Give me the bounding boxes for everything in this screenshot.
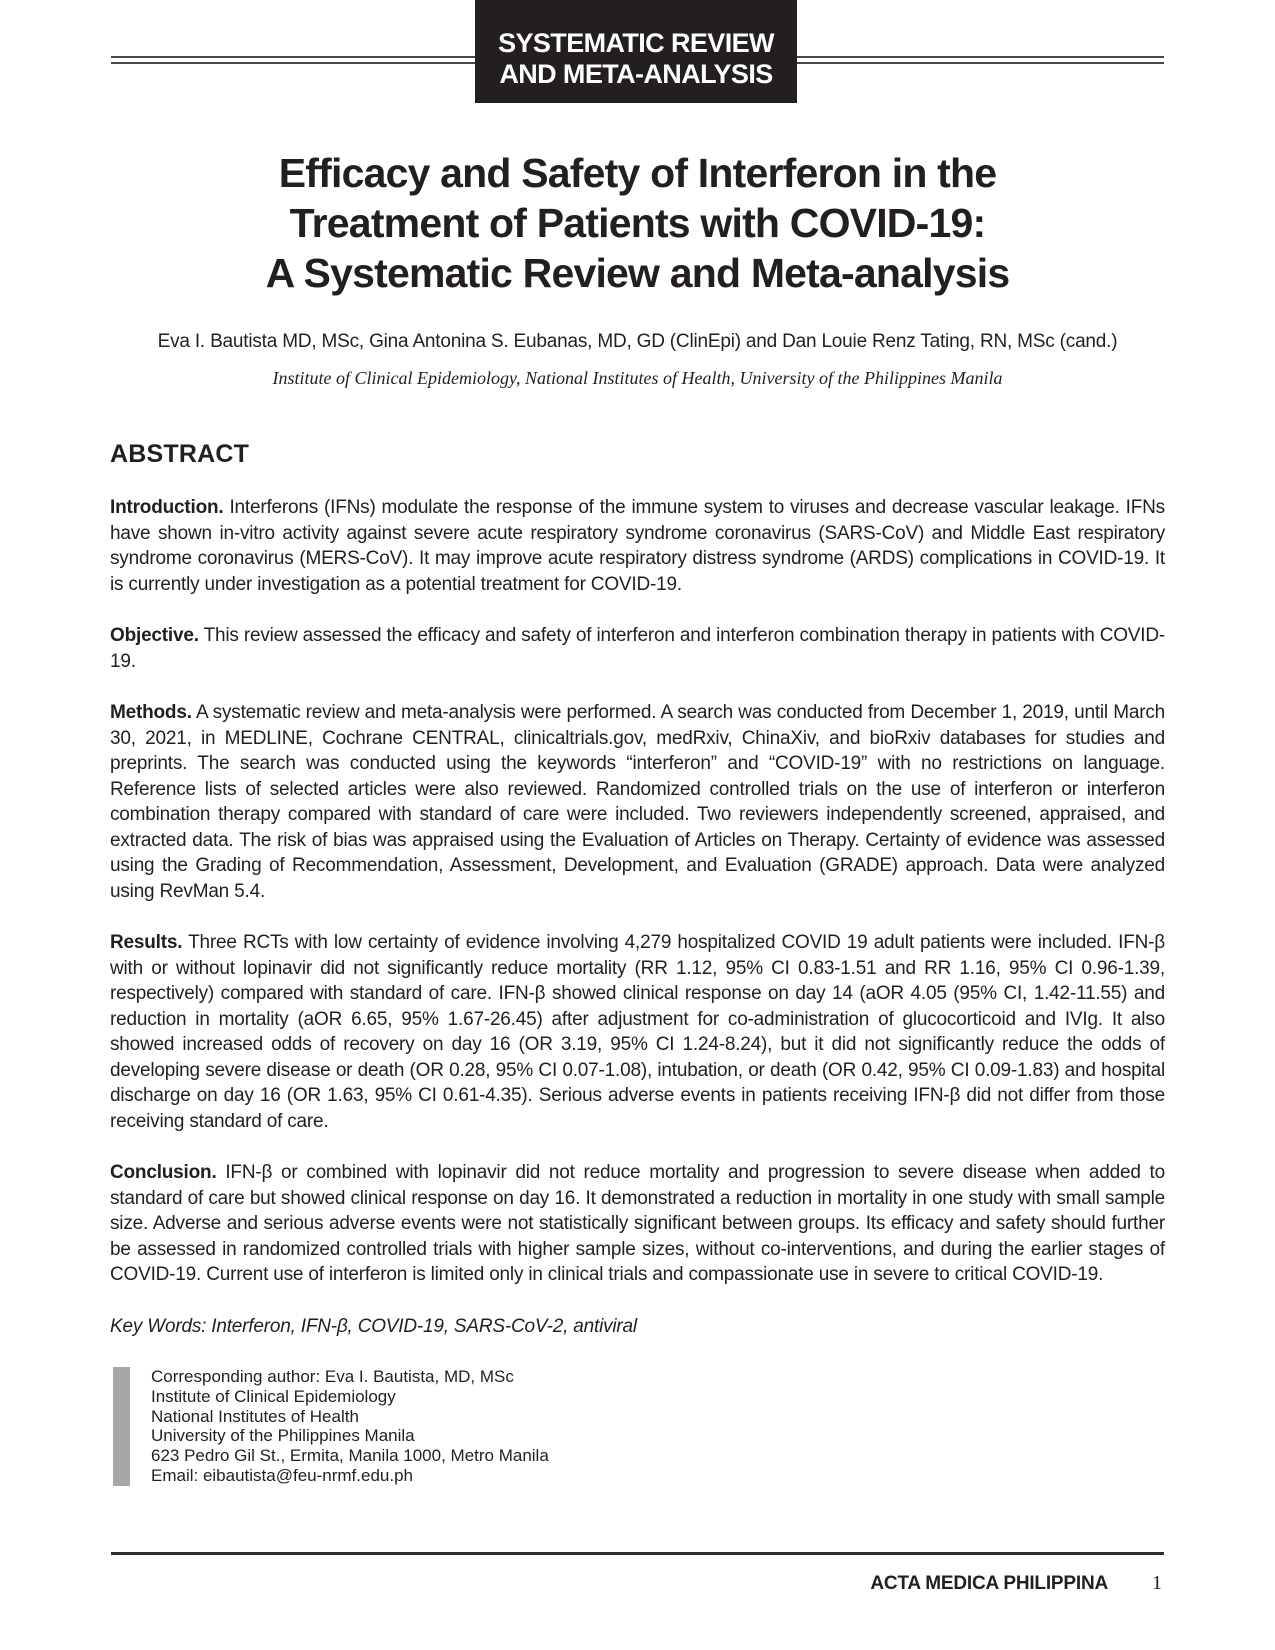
paragraph-text-introduction: Interferons (IFNs) modulate the response of the immune system to viruses and decrease vascular leakage. IFNs have shown in-vitro activity against severe acute respiratory syndrome coronavirus (SARS-CoV) and Middle East respiratory syndrome coronavirus (MERS-CoV). It may improve acute respiratory distress syndrome (ARDS) complications in COVID-19. It is currently under investigation as a potential treatment for COVID-19. bbox=[110, 497, 1165, 595]
footer-rule bbox=[111, 1552, 1164, 1555]
authors-line: Eva I. Bautista MD, MSc, Gina Antonina S. Eubanas, MD, GD (ClinEpi) and Dan Louie Renz Tating, RN, MSc (cand.) bbox=[157, 331, 1118, 352]
abstract-paragraph-results bbox=[110, 930, 1165, 1134]
abstract-paragraph-methods bbox=[110, 700, 1165, 904]
paragraph-label-methods: Methods. bbox=[110, 702, 192, 723]
abstract-heading: ABSTRACT bbox=[110, 440, 250, 468]
paragraph-text-results: Three RCTs with low certainty of evidence involving 4,279 hospitalized COVID 19 adult patients were included. IFN-β with or without lopinavir did not significantly reduce mortality (RR 1.12, 95% CI 0.83-1.51 and RR 1.16, 95% CI 0.96-1.39, respectively) compared with standard of care. IFN-β showed clinical response on day 14 (aOR 4.05 (95% CI, 1.42-11.55) and reduction in mortality (aOR 6.65, 95% 1.67-26.45) after adjustment for co-administration of glucocorticoid and IVIg. It also showed increased odds of recovery on day 16 (OR 3.19, 95% CI 1.24-8.24), but it did not significantly reduce the odds of developing severe disease or death (OR 0.28, 95% CI 0.07-1.08), intubation, or death (OR 0.42, 95% CI 0.09-1.83) and hospital discharge on day 16 (OR 1.63, 95% CI 0.61-4.35). Serious adverse events in patients receiving IFN-β did not differ from those receiving standard of care. bbox=[110, 932, 1165, 1132]
title-line-3: A Systematic Review and Meta-analysis bbox=[265, 250, 1010, 296]
abstract-paragraph-introduction bbox=[110, 495, 1165, 597]
article-title bbox=[0, 148, 1275, 298]
paragraph-text-conclusion: IFN-β or combined with lopinavir did not reduce mortality and progression to severe disease when added to standard of care but showed clinical response on day 16. It demonstrated a reduction in mortality in one study with small sample size. Adverse and serious adverse events were not statistically significant between groups. Its efficacy and safety should further be assessed in randomized controlled trials with higher sample sizes, without co-interventions, and during the earlier stages of COVID-19. Current use of interferon is limited only in clinical trials and compassionate use in severe to critical COVID-19. bbox=[110, 1162, 1165, 1285]
abstract-paragraph-conclusion bbox=[110, 1160, 1165, 1288]
journal-name: ACTA MEDICA PHILIPPINA bbox=[870, 1573, 1108, 1594]
paragraph-label-objective: Objective. bbox=[110, 625, 199, 646]
title-line-1: Efficacy and Safety of Interferon in the bbox=[278, 150, 997, 196]
article-type-badge bbox=[475, 0, 797, 103]
abstract-paragraph-objective bbox=[110, 623, 1165, 674]
abstract-section bbox=[110, 440, 1165, 1486]
page-number: 1 bbox=[1152, 1572, 1162, 1594]
paragraph-label-introduction: Introduction. bbox=[110, 497, 224, 518]
correspondence-institute-line: Institute of Clinical Epidemiology bbox=[151, 1386, 396, 1406]
paragraph-label-conclusion: Conclusion. bbox=[110, 1162, 217, 1183]
paragraph-text-methods: A systematic review and meta-analysis were performed. A search was conducted from December 1, 2019, until March 30, 2021, in MEDLINE, Cochrane CENTRAL, clinicaltrials.gov, medRxiv, ChinaXiv, and bioRxiv databases for studies and preprints. The search was conducted using the keywords “interferon” and “COVID-19” with no restrictions on language. Reference lists of selected articles were also reviewed. Randomized controlled trials on the use of interferon or interferon combination therapy compared with standard of care were included. Two reviewers independently screened, appraised, and extracted data. The risk of bias was appraised using the Evaluation of Articles on Therapy. Certainty of evidence was assessed using the Grading of Recommendation, Assessment, Development, and Evaluation (GRADE) approach. Data were analyzed using RevMan 5.4. bbox=[110, 702, 1165, 902]
paragraph-label-results: Results. bbox=[110, 932, 183, 953]
affiliation-line: Institute of Clinical Epidemiology, National Institutes of Health, University of the Philippines Manila bbox=[272, 368, 1003, 388]
correspondence-author-line: Corresponding author: Eva I. Bautista, MD, MSc bbox=[151, 1367, 514, 1386]
keywords-line: Key Words: Interferon, IFN-β, COVID-19, SARS-CoV-2, antiviral bbox=[110, 1315, 637, 1337]
correspondence-address-line: 623 Pedro Gil St., Ermita, Manila 1000, Metro Manila bbox=[151, 1446, 549, 1466]
footer bbox=[111, 1572, 1164, 1595]
paragraph-text-objective: This review assessed the efficacy and safety of interferon and interferon combination therapy in patients with COVID-19. bbox=[110, 625, 1165, 672]
correspondence-block bbox=[113, 1367, 1165, 1486]
correspondence-org-line: National Institutes of Health bbox=[151, 1406, 359, 1426]
correspondence-university-line: University of the Philippines Manila bbox=[151, 1426, 415, 1446]
badge-line-1: SYSTEMATIC REVIEW bbox=[498, 27, 774, 58]
correspondence-email-line: Email: eibautista@feu-nrmf.edu.ph bbox=[151, 1465, 413, 1485]
badge-line-2: AND META-ANALYSIS bbox=[499, 58, 773, 89]
title-line-2: Treatment of Patients with COVID-19: bbox=[289, 200, 986, 246]
